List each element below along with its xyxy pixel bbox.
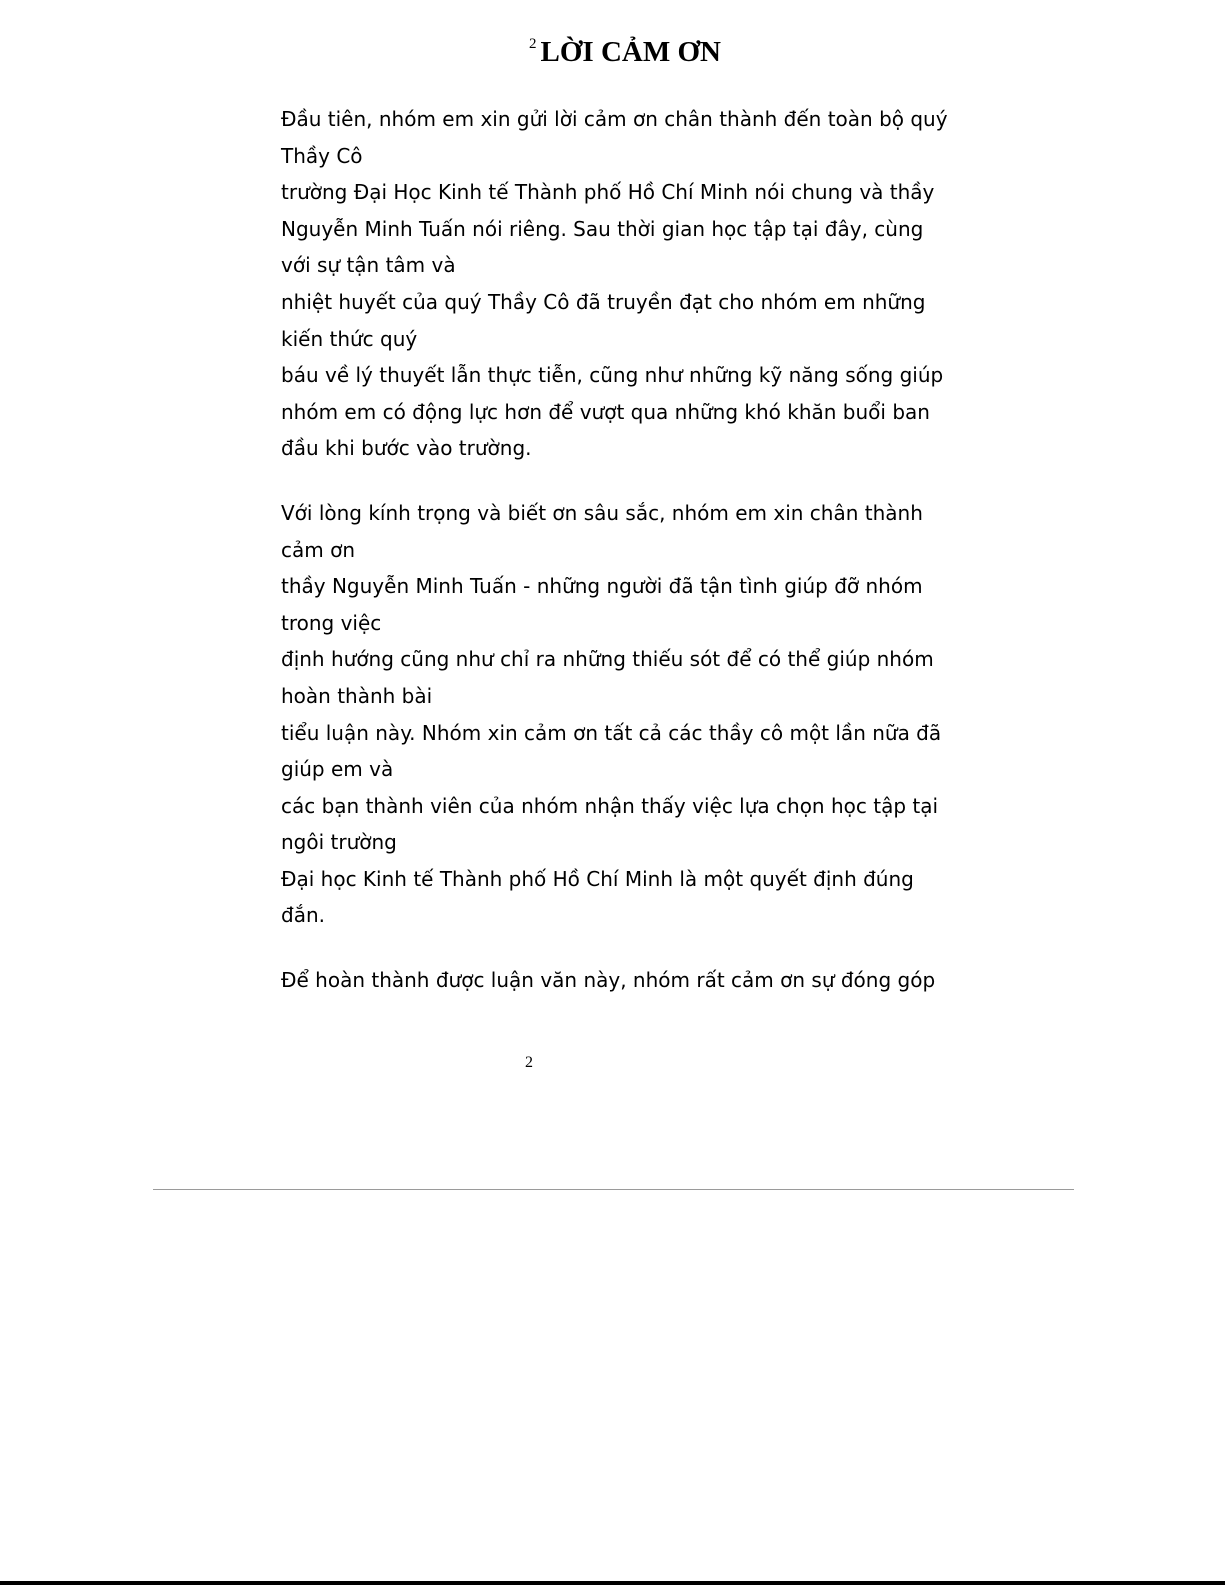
text-line: trong việc [281, 610, 382, 635]
text-line: đầu khi bước vào trường. [281, 436, 532, 461]
text-line: tiểu luận này. Nhóm xin cảm ơn tất cả các thầy cô một lần nữa đã [281, 720, 942, 745]
text-line: kiến thức quý [281, 326, 418, 351]
page-separator [153, 1189, 1074, 1190]
text-line: hoàn thành bài [281, 683, 433, 708]
text-line: Thầy Cô [281, 143, 363, 168]
text-line: đắn. [281, 903, 325, 928]
heading-superscript: 2 [529, 36, 537, 52]
page-number: 2 [525, 1054, 533, 1071]
text-line: nhóm em có động lực hơn để vượt qua những khó khăn buổi ban [281, 399, 930, 424]
heading-title: LỜI CẢM ƠN [540, 36, 721, 68]
paragraph-1 [281, 101, 1001, 467]
bottom-edge-bar [0, 1581, 1225, 1585]
text-line: Nguyễn Minh Tuấn nói riêng. Sau thời gian học tập tại đây, cùng [281, 216, 924, 241]
paragraph-3 [281, 962, 1001, 999]
page-heading [0, 24, 1225, 72]
text-line: với sự tận tâm và [281, 253, 456, 278]
text-line: các bạn thành viên của nhóm nhận thấy việc lựa chọn học tập tại [281, 793, 939, 818]
body-text [281, 101, 1001, 999]
text-line: báu về lý thuyết lẫn thực tiễn, cũng như những kỹ năng sống giúp [281, 363, 944, 388]
text-line: nhiệt huyết của quý Thầy Cô đã truyền đạt cho nhóm em những [281, 289, 926, 314]
text-line: giúp em và [281, 757, 394, 782]
text-line: Với lòng kính trọng và biết ơn sâu sắc, nhóm em xin chân thành [281, 500, 923, 525]
paragraph-gap [281, 934, 1001, 962]
text-line: thầy Nguyễn Minh Tuấn - những người đã tận tình giúp đỡ nhóm [281, 574, 923, 599]
text-line: trường Đại Học Kinh tế Thành phố Hồ Chí Minh nói chung và thầy [281, 180, 935, 205]
text-line: cảm ơn [281, 537, 356, 562]
paragraph-gap [281, 467, 1001, 495]
text-line: Đại học Kinh tế Thành phố Hồ Chí Minh là một quyết định đúng [281, 866, 914, 891]
text-line: ngôi trường [281, 830, 397, 855]
text-line: Đầu tiên, nhóm em xin gửi lời cảm ơn chân thành đến toàn bộ quý [281, 107, 948, 131]
text-line: định hướng cũng như chỉ ra những thiếu sót để có thể giúp nhóm [281, 647, 934, 672]
text-line: Để hoàn thành được luận văn này, nhóm rất cảm ơn sự đóng góp [281, 968, 936, 993]
paragraph-2 [281, 495, 1001, 934]
